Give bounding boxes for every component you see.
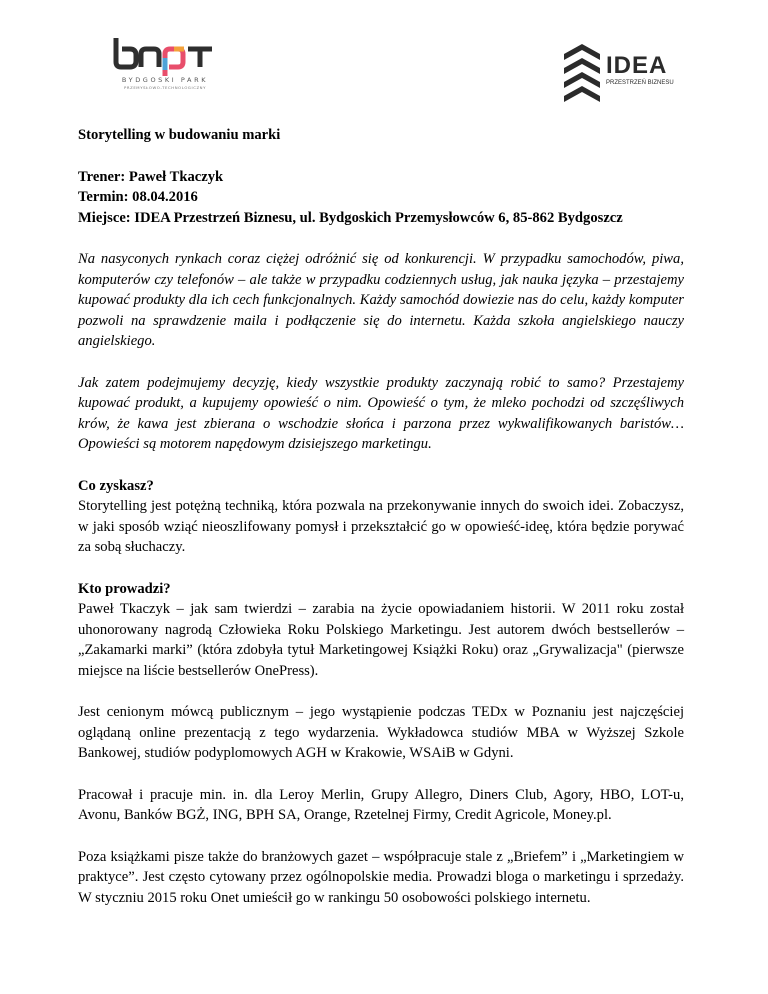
idea-chevrons-icon (562, 42, 602, 106)
bapt-logo-line2: PRZEMYSŁOWO-TECHNOLOGICZNY (123, 85, 207, 90)
clients-paragraph: Pracował i pracuje min. in. dla Leroy Merlin, Grupy Allegro, Diners Club, Agory, HBO, LOT-u, Avonu, Banków BGŻ, ING, BPH SA, Orange, Rzetelnej Firmy, Credit Agricole, Money.pl. (78, 786, 684, 823)
bapt-logo (108, 36, 238, 96)
who-section (78, 579, 684, 682)
who-heading: Kto prowadzi? (78, 580, 171, 597)
who-text: Paweł Tkaczyk – jak sam twierdzi – zarabia na życie opowiadaniem historii. W 2011 roku został uhonorowany nagrodą Człowieka Roku Polskiego Marketingu. Jest autorem dwóch bestsellerów – „Zakamarki marki” (która zdobyła tytuł Marketingowej Książki Roku) oraz „Grywalizacja" (pierwsze miejsce na liście bestsellerów OnePress). (78, 601, 684, 679)
gain-section (78, 476, 684, 558)
idea-logo-sub: PRZESTRZEŃ BIZNESU (606, 80, 674, 86)
intro-paragraph-2: Jak zatem podejmujemy decyzję, kiedy wszystkie produkty zaczynają robić to samo? Przestajemy kupować produkt, a kupujemy opowieść o nim. Opowieść o tym, że mleko pochodzi od szczęśliwych krów, że kawa jest zbierana o wschodzie słońca i parzona przez wykwalifikowanych baristów… Opowieści są motorem napędowym dzisiejszego marketingu. (78, 374, 684, 452)
document-body (78, 125, 684, 929)
bapt-logo-line1: BYDGOSKI PARK (121, 76, 209, 84)
trainer-line: Trener: Paweł Tkaczyk (78, 168, 224, 185)
event-info (78, 167, 684, 229)
media-paragraph: Poza książkami pisze także do branżowych gazet – współpracuje stale z „Briefem” i „Marketingiem w praktyce”. Jest często cytowany przez ogólnopolskie media. Prowadzi bloga o marketingu i sprzedaży. W styczniu 2015 roku Onet umieścił go w rankingu 50 osobowości polskiego internetu. (78, 848, 684, 906)
intro-paragraph-1: Na nasyconych rynkach coraz ciężej odróżnić się od konkurencji. W przypadku samochodów, piwa, komputerów czy telefonów – ale także w przypadku codziennych usług, jak nauka języka – przestajemy kupować produkty dla ich cech funkcjonalnych. Każdy samochód dowiezie nas do celu, każdy komputer pozwoli na sprawdzenie maila i podłączenie się do internetu. Każda szkoła angielskiego nauczy angielskiego. (78, 251, 684, 349)
gain-text: Storytelling jest potężną techniką, która pozwala na przekonywanie innych do swoich idei. Zobaczysz, w jaki sposób wziąć nieoszlifowany pomysł i przekształcić go w opowieść-ideę, która będzie porywać za sobą słuchaczy. (78, 498, 684, 555)
document-title: Storytelling w budowaniu marki (78, 127, 281, 143)
gain-heading: Co zyskasz? (78, 477, 154, 494)
date-line: Termin: 08.04.2016 (78, 189, 198, 205)
idea-logo-name: IDEA (606, 52, 668, 79)
place-line: Miejsce: IDEA Przestrzeń Biznesu, ul. Bydgoskich Przemysłowców 6, 85-862 Bydgoszcz (78, 209, 623, 226)
speaker-paragraph: Jest cenionym mówcą publicznym – jego wystąpienie podczas TEDx w Poznaniu jest najczęściej oglądaną online prezentacją z tego wydarzenia. Wykładowca studiów MBA w Wyższej Szkole Bankowej, studiów podyplomowych AGH w Krakowie, WSAiB w Gdyni. (78, 704, 684, 761)
idea-logo (562, 42, 672, 106)
